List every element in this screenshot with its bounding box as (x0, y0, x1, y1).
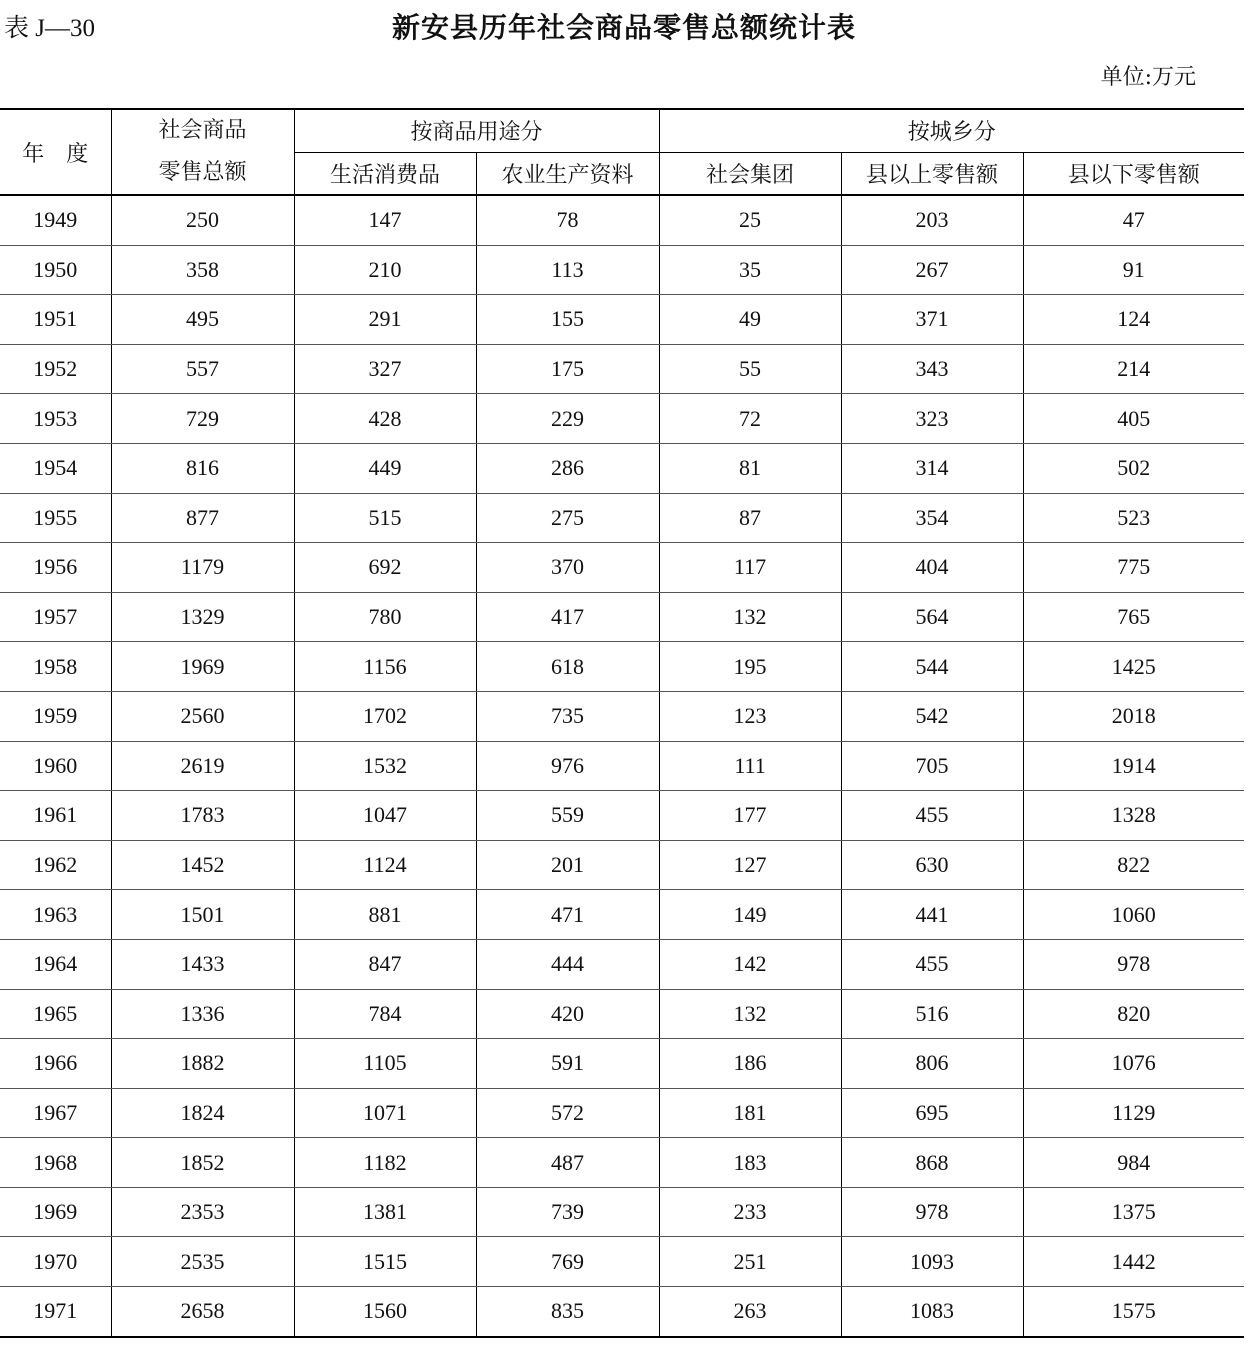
table-row (0, 691, 1244, 741)
cell-total: 495 (111, 295, 294, 345)
cell-agri-means: 559 (476, 791, 659, 841)
table-row (0, 989, 1244, 1039)
header-by-region: 按城乡分 (659, 109, 1244, 152)
cell-agri-means: 275 (476, 493, 659, 543)
cell-social-group: 123 (659, 691, 841, 741)
cell-year: 1957 (0, 592, 111, 642)
cell-total: 1969 (111, 642, 294, 692)
cell-social-group: 87 (659, 493, 841, 543)
cell-social-group: 263 (659, 1287, 841, 1337)
cell-year: 1959 (0, 691, 111, 741)
cell-social-group: 81 (659, 443, 841, 493)
cell-above-county: 455 (841, 939, 1023, 989)
cell-agri-means: 444 (476, 939, 659, 989)
page-title: 新安县历年社会商品零售总额统计表 (391, 11, 856, 44)
table-row (0, 1039, 1244, 1089)
cell-social-group: 195 (659, 642, 841, 692)
cell-agri-means: 735 (476, 691, 659, 741)
header-social-group: 社会集团 (659, 152, 841, 195)
cell-total: 557 (111, 344, 294, 394)
cell-consumer-goods: 291 (294, 295, 476, 345)
cell-social-group: 55 (659, 344, 841, 394)
cell-below-county: 978 (1023, 939, 1244, 989)
cell-below-county: 1375 (1023, 1187, 1244, 1237)
header-above-county: 县以上零售额 (841, 152, 1023, 195)
cell-social-group: 177 (659, 791, 841, 841)
cell-consumer-goods: 784 (294, 989, 476, 1039)
cell-above-county: 806 (841, 1039, 1023, 1089)
cell-agri-means: 487 (476, 1138, 659, 1188)
table-row (0, 890, 1244, 940)
table-row (0, 840, 1244, 890)
cell-total: 877 (111, 493, 294, 543)
cell-above-county: 978 (841, 1187, 1023, 1237)
cell-year: 1954 (0, 443, 111, 493)
cell-year: 1953 (0, 394, 111, 444)
cell-total: 1783 (111, 791, 294, 841)
cell-total: 1452 (111, 840, 294, 890)
cell-below-county: 1076 (1023, 1039, 1244, 1089)
table-row (0, 295, 1244, 345)
cell-consumer-goods: 1532 (294, 741, 476, 791)
cell-year: 1960 (0, 741, 111, 791)
cell-consumer-goods: 327 (294, 344, 476, 394)
cell-total: 2658 (111, 1287, 294, 1337)
cell-below-county: 1575 (1023, 1287, 1244, 1337)
table-row (0, 1187, 1244, 1237)
unit-label: 单位:万元 (1100, 65, 1196, 90)
cell-agri-means: 618 (476, 642, 659, 692)
cell-consumer-goods: 1702 (294, 691, 476, 741)
cell-consumer-goods: 210 (294, 245, 476, 295)
table-row (0, 741, 1244, 791)
cell-agri-means: 113 (476, 245, 659, 295)
cell-below-county: 1328 (1023, 791, 1244, 841)
cell-year: 1971 (0, 1287, 111, 1337)
table-row (0, 592, 1244, 642)
cell-consumer-goods: 847 (294, 939, 476, 989)
cell-agri-means: 835 (476, 1287, 659, 1337)
cell-total: 2560 (111, 691, 294, 741)
cell-year: 1970 (0, 1237, 111, 1287)
table-id: 表 J—30 (4, 15, 95, 42)
cell-social-group: 49 (659, 295, 841, 345)
cell-below-county: 1060 (1023, 890, 1244, 940)
cell-year: 1949 (0, 195, 111, 245)
cell-below-county: 405 (1023, 394, 1244, 444)
cell-above-county: 314 (841, 443, 1023, 493)
cell-below-county: 214 (1023, 344, 1244, 394)
cell-above-county: 343 (841, 344, 1023, 394)
cell-total: 1501 (111, 890, 294, 940)
cell-social-group: 186 (659, 1039, 841, 1089)
cell-social-group: 233 (659, 1187, 841, 1237)
cell-total: 1329 (111, 592, 294, 642)
cell-year: 1969 (0, 1187, 111, 1237)
cell-total: 1336 (111, 989, 294, 1039)
cell-year: 1958 (0, 642, 111, 692)
cell-total: 2535 (111, 1237, 294, 1287)
cell-consumer-goods: 449 (294, 443, 476, 493)
cell-consumer-goods: 1515 (294, 1237, 476, 1287)
table-row (0, 394, 1244, 444)
table-body (0, 195, 1244, 1337)
table-row (0, 791, 1244, 841)
cell-year: 1950 (0, 245, 111, 295)
cell-above-county: 564 (841, 592, 1023, 642)
header-below-county: 县以下零售额 (1023, 152, 1244, 195)
cell-below-county: 2018 (1023, 691, 1244, 741)
header-by-use: 按商品用途分 (294, 109, 659, 152)
cell-social-group: 251 (659, 1237, 841, 1287)
cell-above-county: 705 (841, 741, 1023, 791)
cell-total: 1852 (111, 1138, 294, 1188)
cell-social-group: 149 (659, 890, 841, 940)
cell-year: 1968 (0, 1138, 111, 1188)
cell-below-county: 775 (1023, 543, 1244, 593)
cell-consumer-goods: 1071 (294, 1088, 476, 1138)
cell-consumer-goods: 1156 (294, 642, 476, 692)
header-agri-means: 农业生产资料 (476, 152, 659, 195)
cell-consumer-goods: 1047 (294, 791, 476, 841)
cell-above-county: 868 (841, 1138, 1023, 1188)
cell-total: 2619 (111, 741, 294, 791)
cell-total: 2353 (111, 1187, 294, 1237)
cell-agri-means: 591 (476, 1039, 659, 1089)
cell-year: 1961 (0, 791, 111, 841)
cell-below-county: 124 (1023, 295, 1244, 345)
cell-above-county: 695 (841, 1088, 1023, 1138)
cell-total: 1882 (111, 1039, 294, 1089)
cell-agri-means: 201 (476, 840, 659, 890)
table-row (0, 344, 1244, 394)
cell-below-county: 47 (1023, 195, 1244, 245)
header-total-line2: 零售总额 (158, 160, 247, 185)
cell-social-group: 111 (659, 741, 841, 791)
cell-year: 1951 (0, 295, 111, 345)
cell-agri-means: 229 (476, 394, 659, 444)
cell-above-county: 354 (841, 493, 1023, 543)
cell-above-county: 323 (841, 394, 1023, 444)
cell-social-group: 181 (659, 1088, 841, 1138)
cell-consumer-goods: 147 (294, 195, 476, 245)
cell-above-county: 371 (841, 295, 1023, 345)
cell-social-group: 117 (659, 543, 841, 593)
cell-agri-means: 739 (476, 1187, 659, 1237)
cell-total: 358 (111, 245, 294, 295)
table-row (0, 1138, 1244, 1188)
cell-agri-means: 155 (476, 295, 659, 345)
cell-agri-means: 417 (476, 592, 659, 642)
cell-agri-means: 78 (476, 195, 659, 245)
cell-above-county: 404 (841, 543, 1023, 593)
cell-consumer-goods: 1105 (294, 1039, 476, 1089)
retail-sales-table (0, 108, 1244, 1338)
cell-consumer-goods: 881 (294, 890, 476, 940)
cell-social-group: 35 (659, 245, 841, 295)
cell-consumer-goods: 1124 (294, 840, 476, 890)
cell-year: 1966 (0, 1039, 111, 1089)
cell-year: 1952 (0, 344, 111, 394)
cell-agri-means: 769 (476, 1237, 659, 1287)
cell-above-county: 630 (841, 840, 1023, 890)
cell-consumer-goods: 1560 (294, 1287, 476, 1337)
cell-agri-means: 370 (476, 543, 659, 593)
cell-total: 729 (111, 394, 294, 444)
cell-below-county: 1129 (1023, 1088, 1244, 1138)
cell-social-group: 132 (659, 592, 841, 642)
cell-year: 1956 (0, 543, 111, 593)
cell-agri-means: 175 (476, 344, 659, 394)
table-row (0, 642, 1244, 692)
cell-below-county: 822 (1023, 840, 1244, 890)
cell-above-county: 455 (841, 791, 1023, 841)
cell-agri-means: 976 (476, 741, 659, 791)
cell-year: 1967 (0, 1088, 111, 1138)
cell-social-group: 127 (659, 840, 841, 890)
cell-consumer-goods: 1182 (294, 1138, 476, 1188)
table-row (0, 543, 1244, 593)
cell-year: 1965 (0, 989, 111, 1039)
cell-consumer-goods: 515 (294, 493, 476, 543)
cell-total: 1433 (111, 939, 294, 989)
table-row (0, 1287, 1244, 1337)
cell-total: 1179 (111, 543, 294, 593)
cell-below-county: 1914 (1023, 741, 1244, 791)
header-year: 年 度 (0, 109, 111, 195)
cell-consumer-goods: 428 (294, 394, 476, 444)
cell-year: 1962 (0, 840, 111, 890)
cell-above-county: 267 (841, 245, 1023, 295)
cell-year: 1955 (0, 493, 111, 543)
cell-above-county: 1093 (841, 1237, 1023, 1287)
cell-social-group: 72 (659, 394, 841, 444)
cell-social-group: 132 (659, 989, 841, 1039)
cell-year: 1964 (0, 939, 111, 989)
cell-above-county: 203 (841, 195, 1023, 245)
header-total-retail (111, 109, 294, 195)
cell-social-group: 183 (659, 1138, 841, 1188)
cell-social-group: 25 (659, 195, 841, 245)
cell-total: 250 (111, 195, 294, 245)
cell-total: 816 (111, 443, 294, 493)
cell-social-group: 142 (659, 939, 841, 989)
table-row (0, 939, 1244, 989)
cell-agri-means: 286 (476, 443, 659, 493)
cell-agri-means: 471 (476, 890, 659, 940)
cell-consumer-goods: 1381 (294, 1187, 476, 1237)
table-row (0, 1237, 1244, 1287)
cell-below-county: 765 (1023, 592, 1244, 642)
cell-above-county: 441 (841, 890, 1023, 940)
cell-below-county: 523 (1023, 493, 1244, 543)
cell-consumer-goods: 692 (294, 543, 476, 593)
cell-above-county: 1083 (841, 1287, 1023, 1337)
cell-below-county: 1442 (1023, 1237, 1244, 1287)
cell-below-county: 820 (1023, 989, 1244, 1039)
cell-above-county: 542 (841, 691, 1023, 741)
cell-below-county: 984 (1023, 1138, 1244, 1188)
cell-above-county: 516 (841, 989, 1023, 1039)
cell-below-county: 1425 (1023, 642, 1244, 692)
cell-above-county: 544 (841, 642, 1023, 692)
header-consumer-goods: 生活消费品 (294, 152, 476, 195)
cell-total: 1824 (111, 1088, 294, 1138)
cell-agri-means: 572 (476, 1088, 659, 1138)
table-row (0, 493, 1244, 543)
cell-below-county: 502 (1023, 443, 1244, 493)
cell-year: 1963 (0, 890, 111, 940)
table-row (0, 443, 1244, 493)
cell-below-county: 91 (1023, 245, 1244, 295)
header-total-line1: 社会商品 (158, 118, 247, 143)
table-row (0, 1088, 1244, 1138)
cell-consumer-goods: 780 (294, 592, 476, 642)
cell-agri-means: 420 (476, 989, 659, 1039)
table-row (0, 245, 1244, 295)
table-row (0, 195, 1244, 245)
